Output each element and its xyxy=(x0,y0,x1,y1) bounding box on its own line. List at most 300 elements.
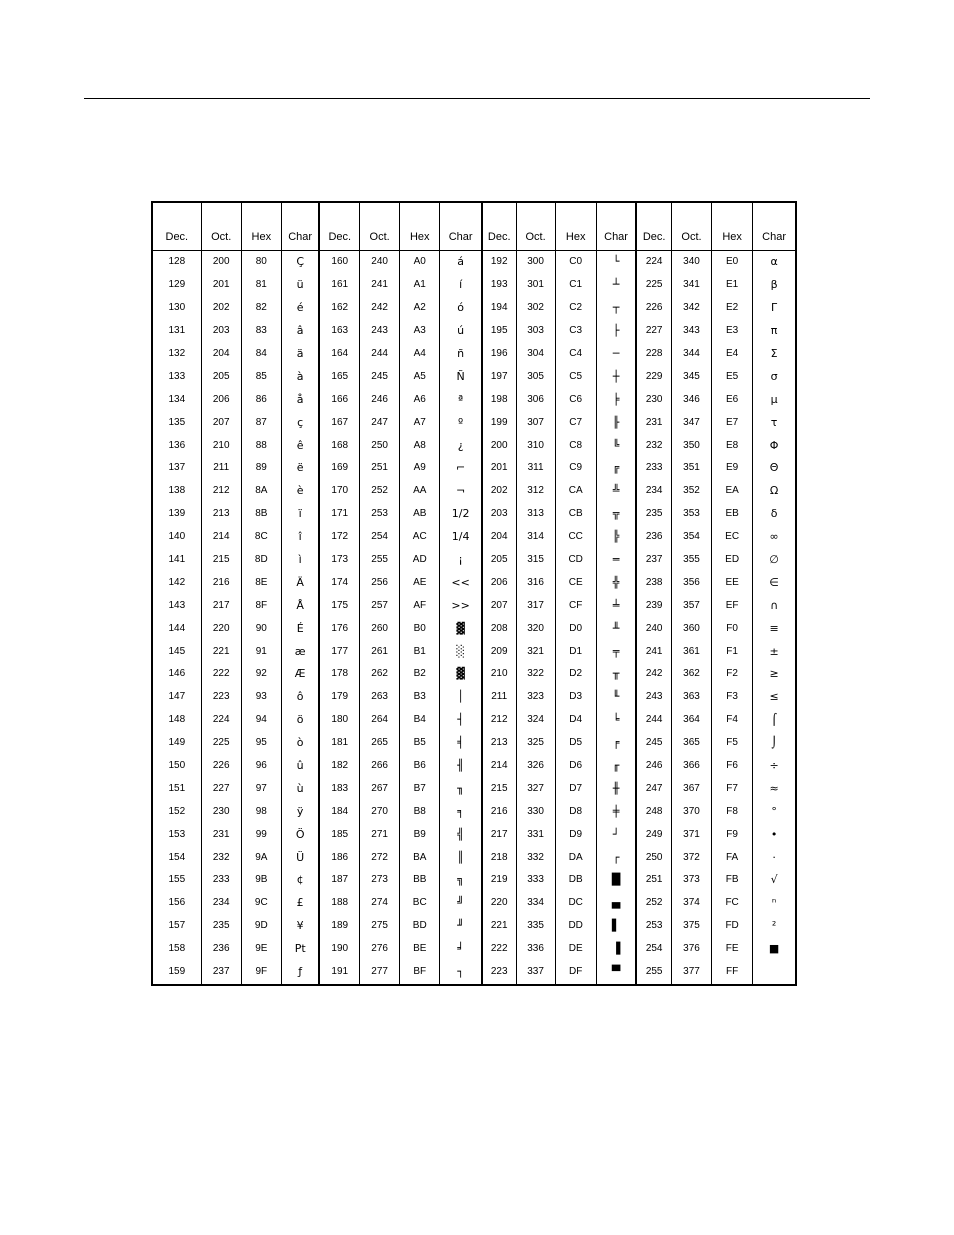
oct-cell: 355 xyxy=(671,549,711,572)
char-cell xyxy=(753,961,796,985)
dec-cell: 157 xyxy=(168,920,186,932)
oct-cell: 263 xyxy=(360,686,400,709)
char-cell: ó xyxy=(440,297,482,320)
dec-cell: 229 xyxy=(636,365,671,388)
hex-cell: 99 xyxy=(241,823,281,846)
oct-cell: 274 xyxy=(360,892,400,915)
char-cell: ≈ xyxy=(753,777,796,800)
hex-cell: E6 xyxy=(712,388,753,411)
oct-cell: 370 xyxy=(671,800,711,823)
char-cell: ╨ xyxy=(596,617,636,640)
oct-cell: 340 xyxy=(671,251,711,274)
dec-cell: 169 xyxy=(319,457,359,480)
oct-cell: 240 xyxy=(360,251,400,274)
char-cell: ╞ xyxy=(596,388,636,411)
char-cell: ╖ xyxy=(440,777,482,800)
dec-cell: 160 xyxy=(319,251,359,274)
dec-cell: 247 xyxy=(636,777,671,800)
hex-cell: C4 xyxy=(555,343,596,366)
hex-cell: F0 xyxy=(712,617,753,640)
char-cell: Ü xyxy=(281,846,319,869)
hex-cell: 81 xyxy=(241,274,281,297)
char-cell: ≡ xyxy=(753,617,796,640)
oct-cell: 364 xyxy=(671,709,711,732)
char-cell: ╘ xyxy=(596,709,636,732)
hex-cell: E0 xyxy=(712,251,753,274)
char-cell: é xyxy=(281,297,319,320)
hex-cell: A5 xyxy=(400,365,440,388)
char-cell: ∅ xyxy=(753,549,796,572)
header-row xyxy=(152,202,796,251)
oct-cell: 226 xyxy=(201,755,241,778)
hex-cell: B9 xyxy=(400,823,440,846)
oct-cell: 272 xyxy=(360,846,400,869)
hex-cell: E9 xyxy=(712,457,753,480)
char-cell: ┘ xyxy=(596,823,636,846)
hex-cell: E2 xyxy=(712,297,753,320)
char-cell: ╙ xyxy=(596,686,636,709)
char-cell: ╛ xyxy=(440,938,482,961)
oct-cell: 277 xyxy=(360,961,400,985)
oct-cell: 254 xyxy=(360,526,400,549)
hex-cell: D0 xyxy=(555,617,596,640)
hex-cell: 96 xyxy=(241,755,281,778)
dec-cell: 255 xyxy=(636,961,671,985)
column-header-dec: Dec. xyxy=(152,202,201,251)
char-cell: ╓ xyxy=(596,755,636,778)
hex-cell: 97 xyxy=(241,777,281,800)
hex-cell: FA xyxy=(712,846,753,869)
column-header-oct: Oct. xyxy=(201,202,241,251)
char-cell: ê xyxy=(281,434,319,457)
table-row xyxy=(152,388,796,411)
dec-cell: 221 xyxy=(482,915,516,938)
oct-cell: 244 xyxy=(360,343,400,366)
hex-cell: AF xyxy=(400,594,440,617)
hex-cell: CA xyxy=(555,480,596,503)
table-row xyxy=(152,777,796,800)
oct-cell: 270 xyxy=(360,800,400,823)
oct-cell: 243 xyxy=(360,320,400,343)
hex-cell: 92 xyxy=(241,663,281,686)
char-cell: ⁿ xyxy=(753,892,796,915)
char-cell: ¬ xyxy=(440,480,482,503)
hex-cell: E3 xyxy=(712,320,753,343)
hex-cell: 88 xyxy=(241,434,281,457)
column-header-dec: Dec. xyxy=(319,202,359,251)
hex-cell: 85 xyxy=(241,365,281,388)
dec-cell: 154 xyxy=(168,851,186,863)
dec-cell: 139 xyxy=(168,508,186,520)
hex-cell: 91 xyxy=(241,640,281,663)
hex-cell: B0 xyxy=(400,617,440,640)
dec-cell: 215 xyxy=(482,777,516,800)
char-cell: ├ xyxy=(596,320,636,343)
oct-cell: 204 xyxy=(201,343,241,366)
table-row xyxy=(152,297,796,320)
dec-cell: 222 xyxy=(482,938,516,961)
table-row xyxy=(152,274,796,297)
dec-cell: 238 xyxy=(636,571,671,594)
dec-cell: 180 xyxy=(319,709,359,732)
oct-cell: 354 xyxy=(671,526,711,549)
char-cell: ╜ xyxy=(440,915,482,938)
oct-cell: 301 xyxy=(516,274,555,297)
dec-cell: 143 xyxy=(168,599,186,611)
table-row xyxy=(152,686,796,709)
char-cell: ╠ xyxy=(596,526,636,549)
dec-cell: 151 xyxy=(168,782,186,794)
dec-cell: 171 xyxy=(319,503,359,526)
hex-cell: F1 xyxy=(712,640,753,663)
hex-cell: DB xyxy=(555,869,596,892)
oct-cell: 372 xyxy=(671,846,711,869)
hex-cell: D4 xyxy=(555,709,596,732)
dec-cell: 193 xyxy=(482,274,516,297)
char-cell: ∞ xyxy=(753,526,796,549)
dec-cell: 206 xyxy=(482,571,516,594)
dec-cell: 142 xyxy=(168,576,186,588)
char-cell: ° xyxy=(753,800,796,823)
oct-cell: 215 xyxy=(201,549,241,572)
dec-cell: 254 xyxy=(636,938,671,961)
hex-cell: 82 xyxy=(241,297,281,320)
oct-cell: 323 xyxy=(516,686,555,709)
hex-cell: B8 xyxy=(400,800,440,823)
char-cell: ╚ xyxy=(596,434,636,457)
dec-cell: 201 xyxy=(482,457,516,480)
dec-cell: 189 xyxy=(319,915,359,938)
char-cell: ò xyxy=(281,732,319,755)
hex-cell: BC xyxy=(400,892,440,915)
oct-cell: 220 xyxy=(201,617,241,640)
char-cell: á xyxy=(440,251,482,274)
hex-cell: F9 xyxy=(712,823,753,846)
dec-cell: 155 xyxy=(168,874,186,886)
dec-cell: 207 xyxy=(482,594,516,617)
hex-cell: B5 xyxy=(400,732,440,755)
char-cell: ═ xyxy=(596,549,636,572)
table-row xyxy=(152,823,796,846)
dec-cell: 216 xyxy=(482,800,516,823)
oct-cell: 336 xyxy=(516,938,555,961)
oct-cell: 352 xyxy=(671,480,711,503)
char-cell: ▀ xyxy=(596,961,636,985)
hex-cell: DA xyxy=(555,846,596,869)
hex-cell: E8 xyxy=(712,434,753,457)
char-cell: ü xyxy=(281,274,319,297)
oct-cell: 235 xyxy=(201,915,241,938)
char-cell: ∩ xyxy=(753,594,796,617)
hex-cell: C8 xyxy=(555,434,596,457)
oct-cell: 341 xyxy=(671,274,711,297)
oct-cell: 253 xyxy=(360,503,400,526)
char-cell: └ xyxy=(596,251,636,274)
oct-cell: 251 xyxy=(360,457,400,480)
char-cell: û xyxy=(281,755,319,778)
dec-cell: 218 xyxy=(482,846,516,869)
dec-cell: 220 xyxy=(482,892,516,915)
table-row xyxy=(152,343,796,366)
char-cell: ╡ xyxy=(440,732,482,755)
table-row xyxy=(152,915,796,938)
dec-cell: 198 xyxy=(482,388,516,411)
dec-cell: 159 xyxy=(168,966,186,978)
column-header-char: Char xyxy=(440,202,482,251)
table-row xyxy=(152,663,796,686)
table-row xyxy=(152,869,796,892)
dec-cell: 135 xyxy=(168,416,186,428)
char-cell: ╩ xyxy=(596,480,636,503)
char-cell: · xyxy=(753,846,796,869)
char-cell: ë xyxy=(281,457,319,480)
char-cell: å xyxy=(281,388,319,411)
oct-cell: 350 xyxy=(671,434,711,457)
hex-cell: A7 xyxy=(400,411,440,434)
hex-cell: FC xyxy=(712,892,753,915)
dec-cell: 150 xyxy=(168,760,186,772)
dec-cell: 248 xyxy=(636,800,671,823)
dec-cell: 233 xyxy=(636,457,671,480)
oct-cell: 216 xyxy=(201,571,241,594)
char-cell: í xyxy=(440,274,482,297)
char-cell: ╝ xyxy=(440,892,482,915)
char-cell: É xyxy=(281,617,319,640)
hex-cell: 9A xyxy=(241,846,281,869)
dec-cell: 165 xyxy=(319,365,359,388)
dec-cell: 141 xyxy=(168,554,186,566)
char-cell: Ç xyxy=(281,251,319,274)
hex-cell: A9 xyxy=(400,457,440,480)
oct-cell: 315 xyxy=(516,549,555,572)
dec-cell: 244 xyxy=(636,709,671,732)
dec-cell: 234 xyxy=(636,480,671,503)
dec-cell: 170 xyxy=(319,480,359,503)
oct-cell: 357 xyxy=(671,594,711,617)
hex-cell: E5 xyxy=(712,365,753,388)
oct-cell: 322 xyxy=(516,663,555,686)
dec-cell: 146 xyxy=(168,668,186,680)
oct-cell: 321 xyxy=(516,640,555,663)
oct-cell: 363 xyxy=(671,686,711,709)
dec-cell: 167 xyxy=(319,411,359,434)
dec-cell: 225 xyxy=(636,274,671,297)
char-cell: ï xyxy=(281,503,319,526)
hex-cell: BB xyxy=(400,869,440,892)
hex-cell: F7 xyxy=(712,777,753,800)
hex-cell: CC xyxy=(555,526,596,549)
hex-cell: A2 xyxy=(400,297,440,320)
char-cell: ⌠ xyxy=(753,709,796,732)
column-header-hex: Hex xyxy=(400,202,440,251)
table-row xyxy=(152,251,796,274)
char-cell: ╢ xyxy=(440,755,482,778)
char-cell: Ö xyxy=(281,823,319,846)
dec-cell: 133 xyxy=(168,370,186,382)
oct-cell: 327 xyxy=(516,777,555,800)
oct-cell: 375 xyxy=(671,915,711,938)
hex-cell: C3 xyxy=(555,320,596,343)
char-cell: Æ xyxy=(281,663,319,686)
hex-cell: EE xyxy=(712,571,753,594)
dec-cell: 230 xyxy=(636,388,671,411)
hex-cell: C2 xyxy=(555,297,596,320)
dec-cell: 145 xyxy=(168,645,186,657)
dec-cell: 192 xyxy=(482,251,516,274)
column-header-oct: Oct. xyxy=(360,202,400,251)
char-cell: £ xyxy=(281,892,319,915)
char-cell: ù xyxy=(281,777,319,800)
oct-cell: 265 xyxy=(360,732,400,755)
hex-cell: A1 xyxy=(400,274,440,297)
char-cell: ▓ xyxy=(440,663,482,686)
oct-cell: 344 xyxy=(671,343,711,366)
dec-cell: 149 xyxy=(168,737,186,749)
hex-cell: A0 xyxy=(400,251,440,274)
oct-cell: 200 xyxy=(201,251,241,274)
oct-cell: 222 xyxy=(201,663,241,686)
oct-cell: 267 xyxy=(360,777,400,800)
oct-cell: 326 xyxy=(516,755,555,778)
oct-cell: 260 xyxy=(360,617,400,640)
hex-cell: 93 xyxy=(241,686,281,709)
hex-cell: C7 xyxy=(555,411,596,434)
dec-cell: 137 xyxy=(168,462,186,474)
char-cell: Γ xyxy=(753,297,796,320)
dec-cell: 163 xyxy=(319,320,359,343)
hex-cell: D1 xyxy=(555,640,596,663)
oct-cell: 310 xyxy=(516,434,555,457)
char-cell: Σ xyxy=(753,343,796,366)
hex-cell: FF xyxy=(712,961,753,985)
oct-cell: 362 xyxy=(671,663,711,686)
char-cell: ± xyxy=(753,640,796,663)
dec-cell: 144 xyxy=(168,622,186,634)
dec-cell: 212 xyxy=(482,709,516,732)
hex-cell: 9B xyxy=(241,869,281,892)
char-cell: ─ xyxy=(596,343,636,366)
column-header-hex: Hex xyxy=(555,202,596,251)
oct-cell: 266 xyxy=(360,755,400,778)
oct-cell: 203 xyxy=(201,320,241,343)
oct-cell: 207 xyxy=(201,411,241,434)
hex-cell: B4 xyxy=(400,709,440,732)
dec-cell: 178 xyxy=(319,663,359,686)
char-cell: ╟ xyxy=(596,411,636,434)
dec-cell: 231 xyxy=(636,411,671,434)
hex-cell: B2 xyxy=(400,663,440,686)
oct-cell: 347 xyxy=(671,411,711,434)
hex-cell: B7 xyxy=(400,777,440,800)
oct-cell: 236 xyxy=(201,938,241,961)
oct-cell: 212 xyxy=(201,480,241,503)
hex-cell: 9C xyxy=(241,892,281,915)
char-cell: ▌ xyxy=(596,915,636,938)
oct-cell: 201 xyxy=(201,274,241,297)
hex-cell: E7 xyxy=(712,411,753,434)
dec-cell: 235 xyxy=(636,503,671,526)
char-cell: ╧ xyxy=(596,594,636,617)
hex-cell: BE xyxy=(400,938,440,961)
dec-cell: 166 xyxy=(319,388,359,411)
oct-cell: 225 xyxy=(201,732,241,755)
hex-cell: CF xyxy=(555,594,596,617)
hex-cell: D5 xyxy=(555,732,596,755)
table-row xyxy=(152,846,796,869)
table-body xyxy=(152,251,796,985)
dec-cell: 187 xyxy=(319,869,359,892)
hex-cell: C5 xyxy=(555,365,596,388)
dec-cell: 130 xyxy=(168,302,186,314)
oct-cell: 256 xyxy=(360,571,400,594)
char-cell: ╒ xyxy=(596,732,636,755)
oct-cell: 371 xyxy=(671,823,711,846)
hex-cell: B6 xyxy=(400,755,440,778)
dec-cell: 153 xyxy=(168,828,186,840)
oct-cell: 307 xyxy=(516,411,555,434)
char-cell: ¥ xyxy=(281,915,319,938)
hex-cell: 8D xyxy=(241,549,281,572)
char-cell: • xyxy=(753,823,796,846)
dec-cell: 196 xyxy=(482,343,516,366)
dec-cell: 241 xyxy=(636,640,671,663)
oct-cell: 337 xyxy=(516,961,555,985)
column-header-char: Char xyxy=(753,202,796,251)
char-cell: ╕ xyxy=(440,800,482,823)
char-cell: ║ xyxy=(440,846,482,869)
hex-cell: A3 xyxy=(400,320,440,343)
dec-cell: 173 xyxy=(319,549,359,572)
dec-cell: 209 xyxy=(482,640,516,663)
hex-cell: C9 xyxy=(555,457,596,480)
table-row xyxy=(152,732,796,755)
hex-cell: DC xyxy=(555,892,596,915)
oct-cell: 261 xyxy=(360,640,400,663)
table-row xyxy=(152,365,796,388)
oct-cell: 324 xyxy=(516,709,555,732)
hex-cell: D7 xyxy=(555,777,596,800)
dec-cell: 161 xyxy=(319,274,359,297)
hex-cell: 8B xyxy=(241,503,281,526)
column-header-char: Char xyxy=(596,202,636,251)
dec-cell: 156 xyxy=(168,897,186,909)
hex-cell: CB xyxy=(555,503,596,526)
table-row xyxy=(152,617,796,640)
hex-cell: 8E xyxy=(241,571,281,594)
hex-cell: A8 xyxy=(400,434,440,457)
dec-cell: 200 xyxy=(482,434,516,457)
column-header-oct: Oct. xyxy=(671,202,711,251)
oct-cell: 311 xyxy=(516,457,555,480)
oct-cell: 257 xyxy=(360,594,400,617)
dec-cell: 184 xyxy=(319,800,359,823)
char-cell: τ xyxy=(753,411,796,434)
table-row xyxy=(152,800,796,823)
dec-cell: 213 xyxy=(482,732,516,755)
hex-cell: DD xyxy=(555,915,596,938)
dec-cell: 203 xyxy=(482,503,516,526)
table-row xyxy=(152,480,796,503)
char-cell: ¢ xyxy=(281,869,319,892)
char-cell: ░ xyxy=(440,640,482,663)
column-header-hex: Hex xyxy=(712,202,753,251)
char-cell: ┼ xyxy=(596,365,636,388)
oct-cell: 247 xyxy=(360,411,400,434)
char-cell: ì xyxy=(281,549,319,572)
oct-cell: 306 xyxy=(516,388,555,411)
char-cell: ╗ xyxy=(440,869,482,892)
dec-cell: 174 xyxy=(319,571,359,594)
